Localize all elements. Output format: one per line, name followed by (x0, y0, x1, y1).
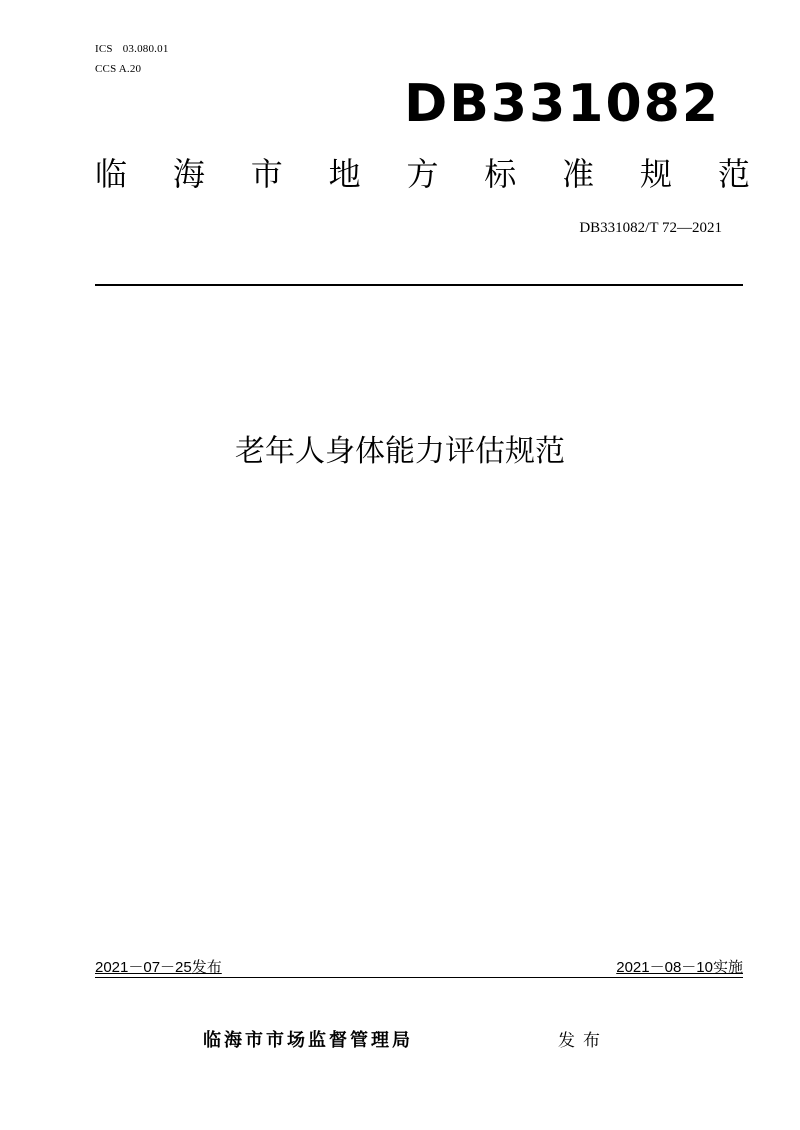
standard-number: DB331082/T 72—2021 (579, 220, 722, 236)
ics-classification (95, 42, 169, 56)
implementation-date: 2021－08－10 (616, 959, 713, 976)
standard-type-char: 市 (250, 155, 283, 193)
ics-code: 03.080.01 (122, 43, 169, 55)
standard-type-char: 临 (95, 155, 128, 193)
implementation-date-line (616, 958, 743, 978)
issue-label: 发布 (558, 1031, 608, 1051)
implementation-label: 实施 (712, 959, 743, 976)
standard-type-char: 海 (172, 155, 205, 193)
standard-type-heading (95, 152, 750, 196)
standard-code: DB331082 (404, 74, 720, 134)
document-title: 老年人身体能力评估规范 (235, 434, 565, 469)
ccs-classification: CCS A.20 (95, 63, 142, 75)
issuing-authority: 临海市市场监督管理局 (203, 1030, 413, 1051)
standard-type-char: 标 (484, 155, 517, 193)
footer-divider (95, 977, 743, 978)
standard-type-char: 方 (406, 155, 439, 193)
standard-type-char: 地 (328, 155, 361, 193)
standard-type-char: 范 (717, 155, 750, 193)
ics-label: ICS (95, 43, 113, 55)
release-date: 2021－07－25 (95, 959, 192, 976)
standard-type-char: 规 (640, 155, 673, 193)
standard-type-char: 准 (562, 155, 595, 193)
header-divider (95, 284, 743, 286)
release-label: 发布 (191, 959, 222, 976)
release-date-line (95, 958, 222, 978)
